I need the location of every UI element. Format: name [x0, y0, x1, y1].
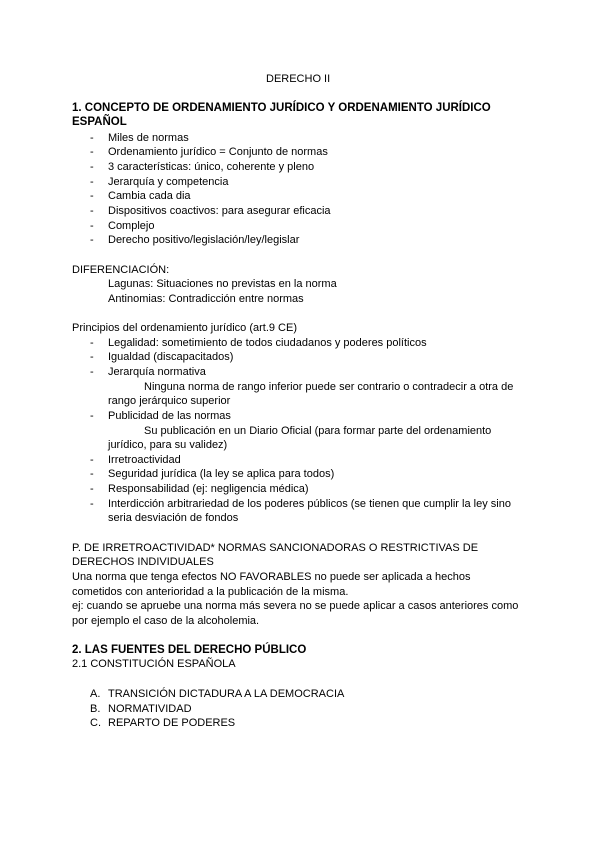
paragraph-line: ej: cuando se apruebe una norma más severa no se puede aplicar a casos anteriores como [72, 600, 519, 612]
bullet-dash: - [90, 205, 94, 217]
list-item: Jerarquía normativa [108, 366, 206, 378]
list-item-detail: Ninguna norma de rango inferior puede ser contrario o contradecir a otra de [144, 381, 514, 393]
section2-heading: 2. LAS FUENTES DEL DERECHO PÚBLICO [72, 644, 307, 656]
list-item: Legalidad: sometimiento de todos ciudadanos y poderes políticos [108, 337, 427, 349]
list-item-detail: jurídico, para su validez) [108, 439, 228, 451]
bullet-dash: - [90, 146, 94, 158]
list-item: Miles de normas [108, 132, 189, 144]
paragraph-line: Una norma que tenga efectos NO FAVORABLES no puede ser aplicada a hechos [72, 571, 471, 583]
section1-heading-cont: ESPAÑOL [72, 116, 127, 128]
bullet-dash: - [90, 337, 94, 349]
bullet-dash: - [90, 190, 94, 202]
list-item-detail: rango jerárquico superior [108, 395, 231, 407]
list-item: Irretroactividad [108, 454, 181, 466]
paragraph-line: por ejemplo el caso de la alcoholemia. [72, 615, 260, 627]
list-item: Igualdad (discapacitados) [108, 351, 234, 363]
list-marker: C. [90, 717, 101, 729]
bullet-dash: - [90, 220, 94, 232]
lagunas-text: Lagunas: Situaciones no previstas en la norma [108, 278, 337, 290]
bullet-dash: - [90, 161, 94, 173]
list-item: NORMATIVIDAD [108, 703, 192, 715]
list-item: Responsabilidad (ej: negligencia médica) [108, 483, 309, 495]
bullet-dash: - [90, 483, 94, 495]
section1-heading: 1. CONCEPTO DE ORDENAMIENTO JURÍDICO Y ORDENAMIENTO JURÍDICO [72, 102, 491, 114]
list-item: TRANSICIÓN DICTADURA A LA DEMOCRACIA [108, 688, 345, 700]
document-title: DERECHO II [266, 73, 331, 85]
antinomias-text: Antinomias: Contradicción entre normas [108, 293, 304, 305]
bullet-dash: - [90, 176, 94, 188]
bullet-dash: - [90, 410, 94, 422]
list-item-detail: Su publicación en un Diario Oficial (para formar parte del ordenamiento [144, 425, 492, 437]
bullet-dash: - [90, 498, 94, 510]
list-item: Jerarquía y competencia [108, 176, 229, 188]
bullet-dash: - [90, 351, 94, 363]
list-item: Derecho positivo/legislación/ley/legislar [108, 234, 300, 246]
bullet-dash: - [90, 454, 94, 466]
bullet-dash: - [90, 468, 94, 480]
list-item: Seguridad jurídica (la ley se aplica para todos) [108, 468, 335, 480]
principios-intro: Principios del ordenamiento jurídico (art.9 CE) [72, 322, 297, 334]
bullet-dash: - [90, 234, 94, 246]
list-item: Publicidad de las normas [108, 410, 231, 422]
irretroactividad-heading-cont: DERECHOS INDIVIDUALES [72, 556, 214, 568]
list-item: Dispositivos coactivos: para asegurar eficacia [108, 205, 331, 217]
list-marker: B. [90, 703, 101, 715]
list-item: 3 características: único, coherente y pleno [108, 161, 315, 173]
list-item: Ordenamiento jurídico = Conjunto de normas [108, 146, 328, 158]
list-marker: A. [90, 688, 101, 700]
list-item: Interdicción arbitrariedad de los poderes públicos (se tienen que cumplir la ley sino [108, 498, 511, 510]
section2-subheading: 2.1 CONSTITUCIÓN ESPAÑOLA [72, 658, 236, 670]
irretroactividad-heading: P. DE IRRETROACTIVIDAD* NORMAS SANCIONADORAS O RESTRICTIVAS DE [72, 542, 479, 554]
paragraph-line: cometidos con anterioridad a la publicación de la misma. [72, 586, 349, 598]
list-item: Cambia cada dia [108, 190, 191, 202]
bullet-dash: - [90, 366, 94, 378]
diferenciacion-label: DIFERENCIACIÓN: [72, 264, 170, 276]
bullet-dash: - [90, 132, 94, 144]
list-item-cont: seria desviación de fondos [108, 512, 239, 524]
list-item: REPARTO DE PODERES [108, 717, 236, 729]
list-item: Complejo [108, 220, 155, 232]
